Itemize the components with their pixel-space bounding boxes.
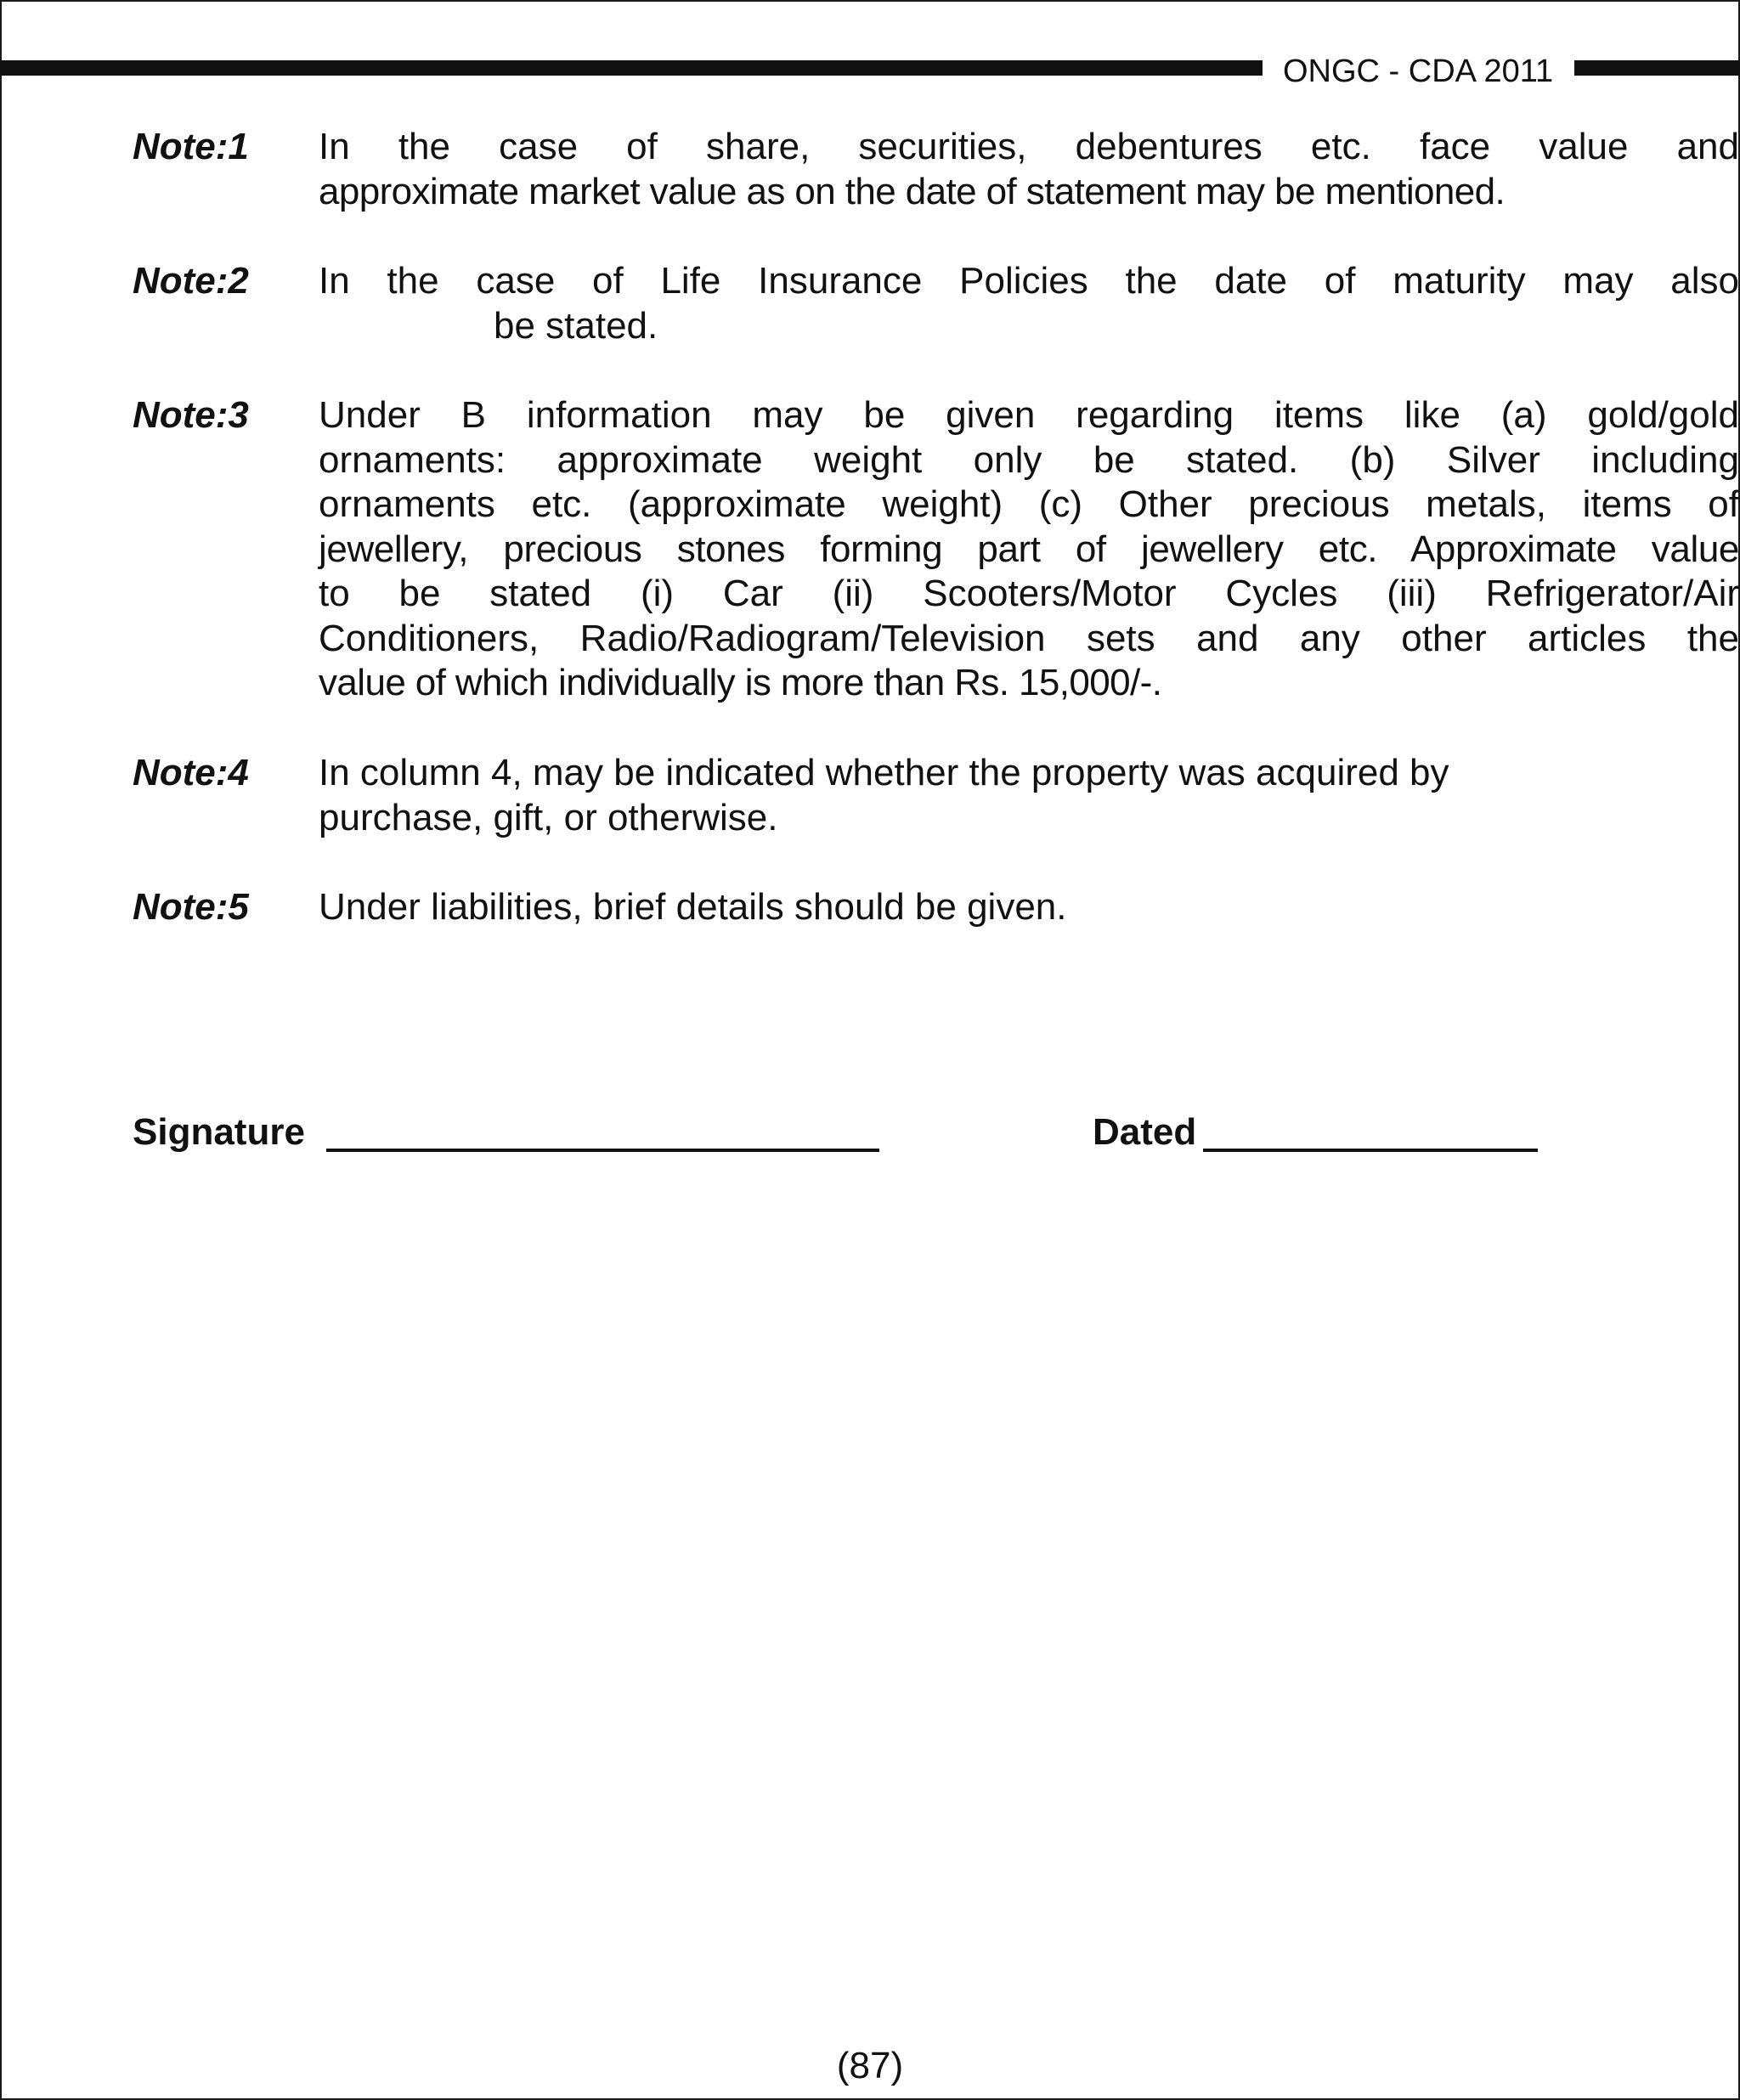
note-line: value of which individually is more than Rs. 15,000/-. (319, 662, 1162, 703)
note-line: jewellery, precious stones forming part of jewellery etc. Approximate value (319, 528, 1739, 570)
signature-field[interactable] (326, 1149, 879, 1152)
document-header-title: ONGC - CDA 2011 (1283, 54, 1554, 89)
note-line: In the case of Life Insurance Policies the date of maturity may also (319, 260, 1739, 302)
header-rule-right (1574, 60, 1740, 76)
note-label: Note:1 (133, 126, 249, 167)
note-line: ornaments etc. (approximate weight) (c) Other precious metals, items of (319, 483, 1739, 525)
note-label: Note:3 (133, 394, 249, 436)
note-line: purchase, gift, or otherwise. (319, 796, 778, 838)
page-number: (87) (836, 2045, 904, 2086)
note-text (319, 393, 1739, 706)
header-rule-left (0, 60, 1263, 76)
note-label: Note:2 (133, 260, 249, 302)
signature-label: Signature (133, 1111, 305, 1153)
note-line: Under B information may be given regarding items like (a) gold/gold (319, 394, 1739, 436)
note-text (319, 751, 1739, 840)
note-line: In column 4, may be indicated whether the property was acquired by (319, 752, 1449, 793)
note-line: Conditioners, Radio/Radiogram/Television sets and any other articles the (319, 617, 1739, 659)
note-line: In the case of share, securities, debentures etc. face value and (319, 126, 1739, 167)
dated-field[interactable] (1203, 1149, 1538, 1152)
note-text (319, 259, 1739, 348)
signature-row (133, 1110, 1577, 1161)
note-text (319, 885, 1739, 930)
note-line: to be stated (i) Car (ii) Scooters/Motor Cycles (iii) Refrigerator/Air (319, 573, 1739, 614)
note-label: Note:4 (133, 752, 249, 793)
note-line: approximate market value as on the date of statement may be mentioned. (319, 170, 1506, 212)
dated-label: Dated (1093, 1111, 1197, 1153)
note-label: Note:5 (133, 886, 249, 928)
note-text (319, 125, 1739, 214)
note-line: Under liabilities, brief details should be given. (319, 886, 1067, 928)
note-line: ornaments: approximate weight only be stated. (b) Silver including (319, 438, 1739, 481)
note-line: be stated. (494, 304, 658, 347)
